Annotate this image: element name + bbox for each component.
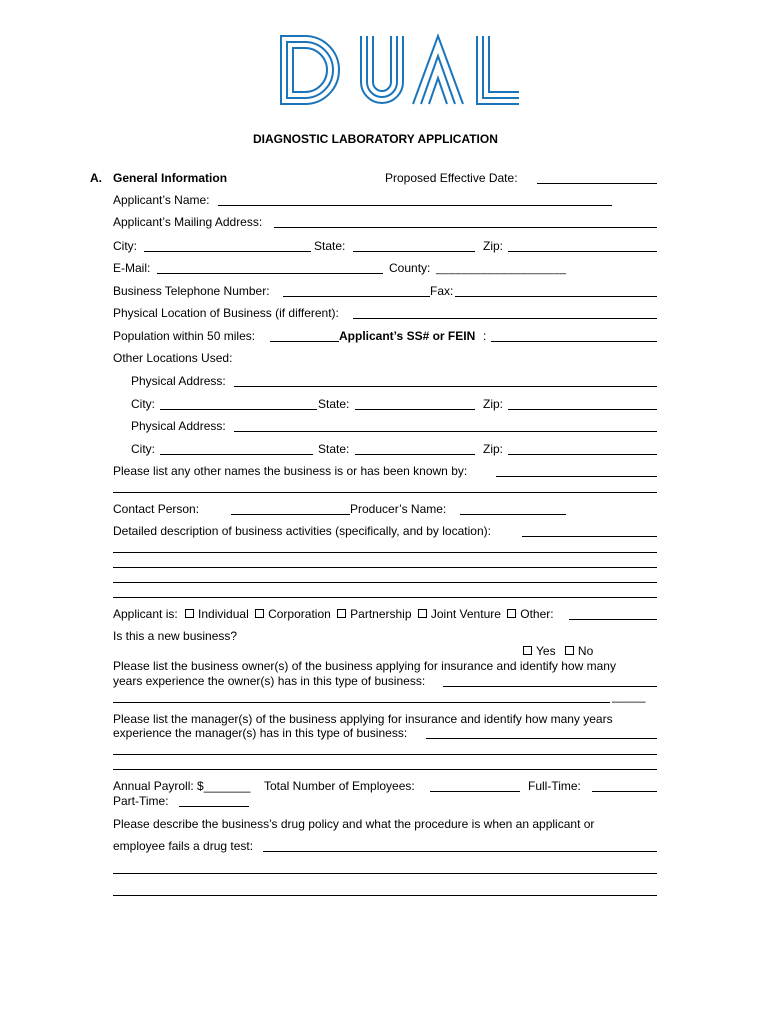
joint-venture-label: Joint Venture bbox=[430, 607, 501, 621]
applicant-name-field[interactable] bbox=[218, 190, 612, 206]
managers-label-2: experience the manager(s) has in this type of business: bbox=[113, 726, 408, 740]
physical-address-1-label: Physical Address: bbox=[131, 374, 226, 388]
city-field[interactable] bbox=[144, 236, 311, 252]
owners-trailing-blank[interactable]: _____ bbox=[612, 689, 646, 703]
fax-label: Fax: bbox=[430, 284, 454, 298]
yes-no-row bbox=[523, 644, 593, 658]
no-checkbox[interactable] bbox=[565, 646, 574, 655]
managers-field-3[interactable] bbox=[113, 754, 657, 770]
applicant-is-row bbox=[113, 607, 554, 621]
description-field-3[interactable] bbox=[113, 552, 657, 568]
other-type-field[interactable] bbox=[569, 604, 657, 620]
owners-label-1: Please list the business owner(s) of the business applying for insurance and identify how many bbox=[113, 659, 616, 673]
zip-label: Zip: bbox=[483, 239, 504, 253]
mailing-address-label: Applicant’s Mailing Address: bbox=[113, 215, 263, 229]
zip-3-label: Zip: bbox=[483, 442, 504, 456]
physical-address-2-field[interactable] bbox=[234, 416, 657, 432]
part-time-label: Part-Time: bbox=[113, 794, 169, 808]
full-time-field[interactable] bbox=[592, 776, 657, 792]
description-field[interactable] bbox=[522, 521, 657, 537]
page-title: DIAGNOSTIC LABORATORY APPLICATION bbox=[253, 132, 498, 146]
zip-2-label: Zip: bbox=[483, 397, 504, 411]
state-3-label: State: bbox=[318, 442, 350, 456]
partnership-label: Partnership bbox=[350, 607, 412, 621]
owners-label-2: years experience the owner(s) has in this type of business: bbox=[113, 674, 426, 688]
state-3-field[interactable] bbox=[355, 439, 475, 455]
other-locations-label: Other Locations Used: bbox=[113, 351, 233, 365]
contact-person-field[interactable] bbox=[231, 499, 350, 515]
other-names-field-2[interactable] bbox=[113, 477, 657, 493]
description-label: Detailed description of business activities (specifically, and by location): bbox=[113, 524, 491, 538]
partnership-checkbox[interactable] bbox=[337, 609, 346, 618]
state-label: State: bbox=[314, 239, 346, 253]
physical-location-label: Physical Location of Business (if different): bbox=[113, 306, 339, 320]
total-employees-label: Total Number of Employees: bbox=[264, 779, 415, 793]
individual-checkbox[interactable] bbox=[185, 609, 194, 618]
phone-label: Business Telephone Number: bbox=[113, 284, 270, 298]
ss-fein-field[interactable] bbox=[491, 326, 657, 342]
city-2-label: City: bbox=[131, 397, 155, 411]
city-2-field[interactable] bbox=[160, 394, 317, 410]
other-label: Other: bbox=[520, 607, 554, 621]
joint-venture-checkbox[interactable] bbox=[418, 609, 427, 618]
drug-policy-field[interactable] bbox=[263, 836, 657, 852]
effective-date-field[interactable] bbox=[537, 168, 657, 184]
part-time-field[interactable] bbox=[179, 791, 249, 807]
applicant-is-label: Applicant is: bbox=[113, 607, 178, 621]
city-3-label: City: bbox=[131, 442, 155, 456]
applicant-name-label: Applicant’s Name: bbox=[113, 193, 210, 207]
physical-address-2-label: Physical Address: bbox=[131, 419, 226, 433]
managers-label-1: Please list the manager(s) of the business applying for insurance and identify how many years bbox=[113, 712, 613, 726]
county-label: County: bbox=[389, 261, 431, 275]
drug-policy-field-3[interactable] bbox=[113, 880, 657, 896]
new-business-label: Is this a new business? bbox=[113, 629, 238, 643]
producer-name-label: Producer’s Name: bbox=[350, 502, 447, 516]
dual-logo bbox=[279, 32, 523, 108]
description-field-5[interactable] bbox=[113, 582, 657, 598]
corporation-checkbox[interactable] bbox=[255, 609, 264, 618]
section-letter: A. bbox=[90, 171, 102, 185]
annual-payroll-label: Annual Payroll: $_______ bbox=[113, 779, 251, 793]
effective-date-label: Proposed Effective Date: bbox=[385, 171, 518, 185]
population-field[interactable] bbox=[270, 326, 339, 342]
city-label: City: bbox=[113, 239, 137, 253]
owners-field-2[interactable] bbox=[113, 687, 610, 703]
corporation-label: Corporation bbox=[268, 607, 331, 621]
state-2-field[interactable] bbox=[355, 394, 475, 410]
email-label: E-Mail: bbox=[113, 261, 151, 275]
total-employees-field[interactable] bbox=[430, 776, 520, 792]
logo-text: DUAL bbox=[279, 32, 282, 33]
yes-checkbox[interactable] bbox=[523, 646, 532, 655]
zip-field[interactable] bbox=[508, 236, 657, 252]
yes-label: Yes bbox=[536, 644, 556, 658]
state-2-label: State: bbox=[318, 397, 350, 411]
individual-label: Individual bbox=[198, 607, 249, 621]
drug-policy-field-2[interactable] bbox=[113, 858, 657, 874]
zip-3-field[interactable] bbox=[508, 439, 657, 455]
no-label: No bbox=[577, 644, 594, 658]
physical-address-1-field[interactable] bbox=[234, 371, 657, 387]
contact-person-label: Contact Person: bbox=[113, 502, 200, 516]
other-names-field[interactable] bbox=[496, 461, 657, 477]
other-checkbox[interactable] bbox=[507, 609, 516, 618]
owners-field[interactable] bbox=[443, 671, 657, 687]
managers-field-2[interactable] bbox=[113, 739, 657, 755]
city-3-field[interactable] bbox=[160, 439, 313, 455]
full-time-label: Full-Time: bbox=[528, 779, 581, 793]
producer-name-field[interactable] bbox=[460, 499, 566, 515]
mailing-address-field[interactable] bbox=[274, 212, 657, 228]
email-field[interactable] bbox=[157, 258, 383, 274]
other-names-label: Please list any other names the business is or has been known by: bbox=[113, 464, 468, 478]
zip-2-field[interactable] bbox=[508, 394, 657, 410]
phone-field[interactable] bbox=[283, 281, 430, 297]
state-field[interactable] bbox=[353, 236, 475, 252]
description-field-4[interactable] bbox=[113, 567, 657, 583]
county-field[interactable]: ____________________ bbox=[436, 263, 567, 275]
description-field-2[interactable] bbox=[113, 537, 657, 553]
section-heading: General Information bbox=[113, 171, 228, 185]
population-label: Population within 50 miles: bbox=[113, 329, 256, 343]
drug-policy-label-1: Please describe the business’s drug policy and what the procedure is when an applicant or bbox=[113, 817, 595, 831]
fax-field[interactable] bbox=[455, 281, 657, 297]
managers-field[interactable] bbox=[426, 723, 657, 739]
ss-fein-label: Applicant’s SS# or FEIN bbox=[339, 329, 476, 343]
physical-location-field[interactable] bbox=[353, 303, 657, 319]
drug-policy-label-2: employee fails a drug test: bbox=[113, 839, 254, 853]
ss-fein-colon: : bbox=[483, 329, 487, 343]
